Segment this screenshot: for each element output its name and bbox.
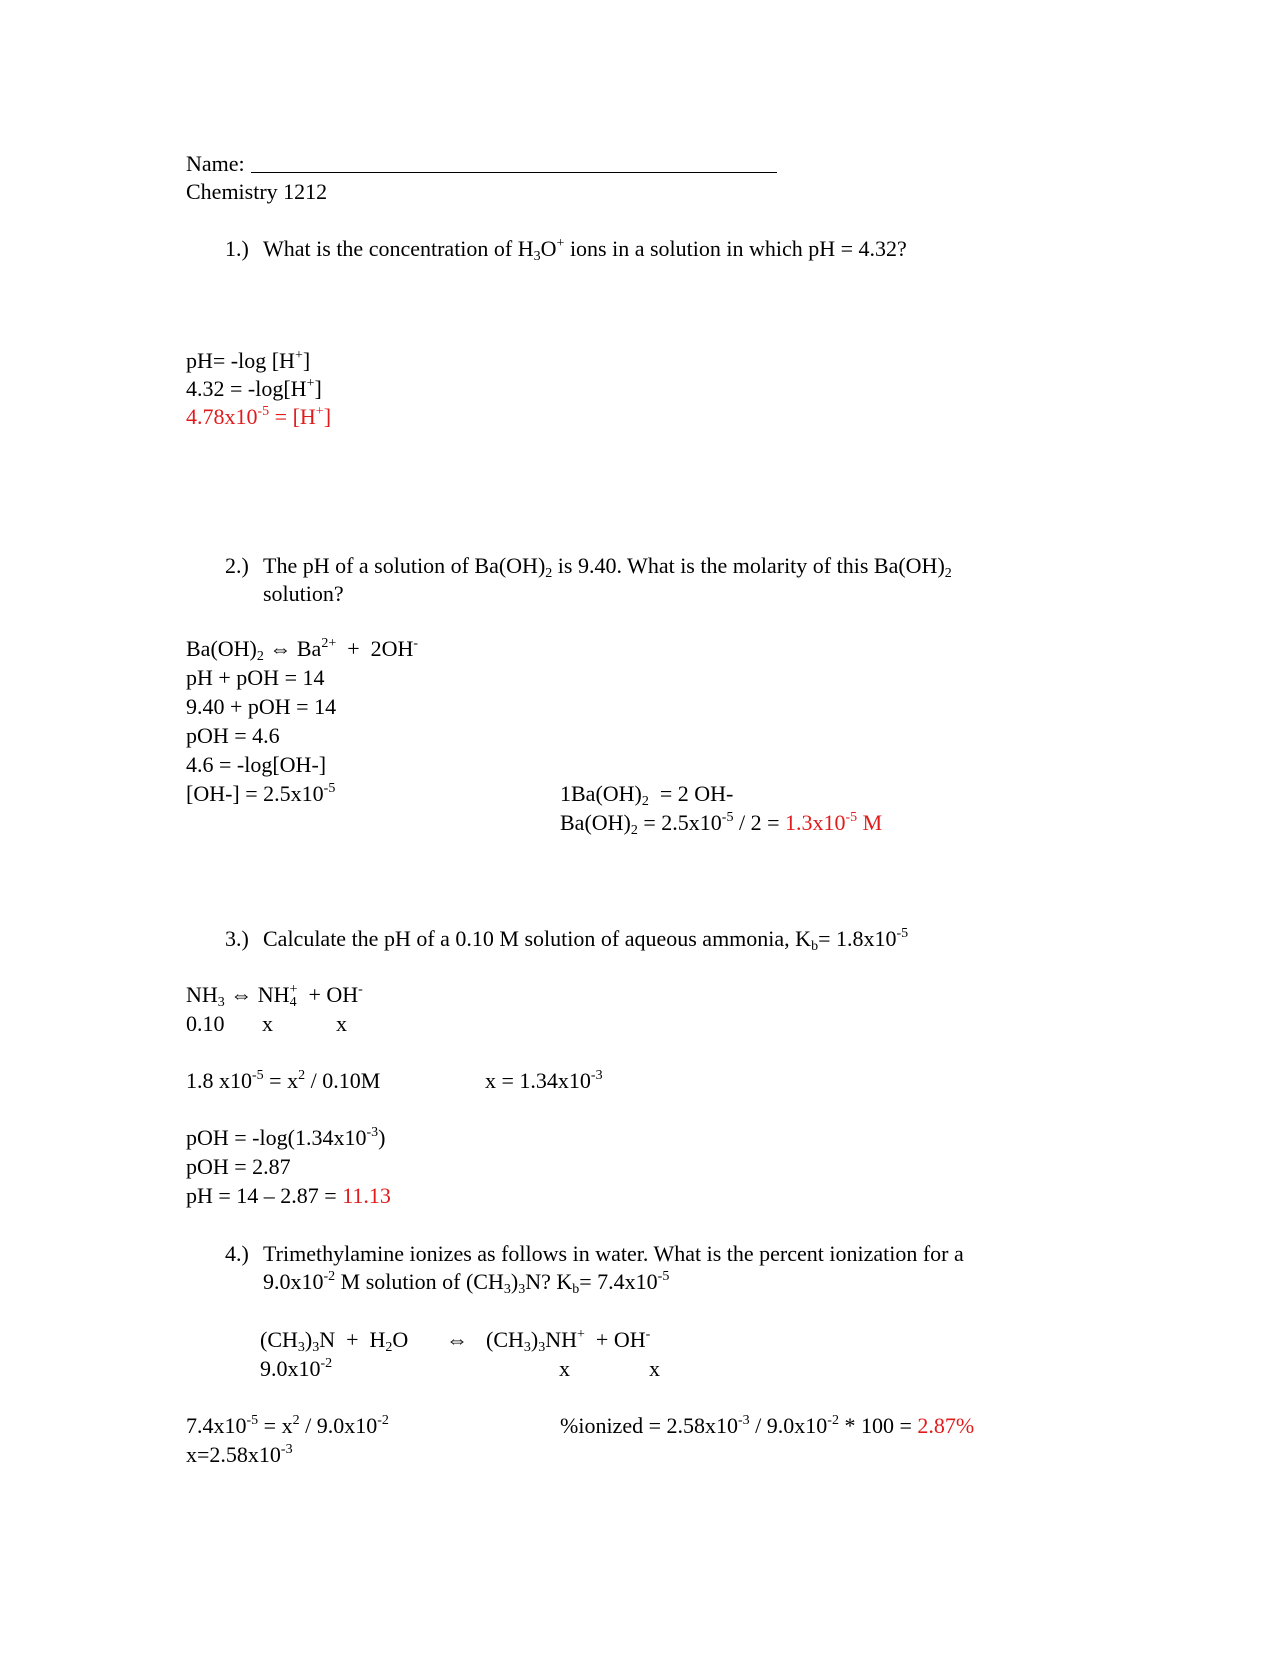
- q3-x-value: $x = 1.34x10^{-3}$: [485, 1068, 603, 1093]
- q4-equilibrium-arrow: ⇔: [446, 1327, 468, 1352]
- q3-x-1: x: [262, 1011, 273, 1036]
- q2-work-line-5: 4.6 = -log[OH-]: [186, 752, 327, 777]
- q2-answer-line: $Ba(OH)_2 = 2.5x10^{-5} / 2 = 1.3x10^{-5}$ M: [560, 810, 883, 838]
- q1-work-line-2: 4.32 = -log[H+]: [186, 376, 322, 401]
- q2-number: 2.): [225, 553, 249, 578]
- q4-initial-conc: $9.0x10^{-2}$: [260, 1356, 333, 1381]
- q1-question: What is the concentration of $H_3O^+$ ions in a solution in which pH = 4.32?: [263, 236, 907, 264]
- name-line: [186, 150, 777, 178]
- q4-x-2: x: [649, 1356, 660, 1381]
- q3-work-line-5: pOH = 2.87: [186, 1154, 291, 1179]
- q1-number: 1.): [225, 236, 249, 261]
- q2-work-line-2: pH + pOH = 14: [186, 665, 325, 690]
- q4-x-value: $x=2.58x10^{-3}$: [186, 1442, 293, 1467]
- q2-question-line-2: solution?: [263, 581, 344, 606]
- q3-x-2: x: [336, 1011, 347, 1036]
- q3-question: Calculate the pH of a 0.10 M solution of aqueous ammonia, $K_b= 1.8x10^{-5}$: [263, 926, 909, 954]
- course-title: Chemistry 1212: [186, 179, 328, 204]
- q4-x-1: x: [559, 1356, 570, 1381]
- q2-question-line-1: The pH of a solution of $Ba(OH)_2$ is 9.40. What is the molarity of this $Ba(OH)_2$: [263, 553, 952, 581]
- q2-work-line-4: pOH = 4.6: [186, 723, 280, 748]
- q4-equation-right: $(CH_3)_3NH^+ + OH^-$: [486, 1327, 651, 1355]
- name-label: Name:: [186, 151, 245, 176]
- q3-answer-line: pH = 14 – 2.87 = 11.13: [186, 1183, 391, 1208]
- q2-answer: $1.3x10^{-5}$ M: [785, 810, 883, 835]
- q3-ka-expression: 1.8 $x10^{-5} = x^2 / 0.10M$: [186, 1068, 381, 1093]
- q4-number: 4.): [225, 1241, 249, 1266]
- q1-answer: $4.78x10^{-5} = [H^+]$: [186, 404, 332, 429]
- q2-work-line-3: 9.40 + pOH = 14: [186, 694, 337, 719]
- q4-question-line-1: Trimethylamine ionizes as follows in water. What is the percent ionization for a: [263, 1241, 964, 1266]
- q3-number: 3.): [225, 926, 249, 951]
- q4-question-line-2: $9.0x10^{-2}$ M solution of $(CH_3)_3N$? $K_b= 7.4x10^{-5}$: [263, 1269, 670, 1297]
- q3-work-line-4: pOH = $-\log(1.34x10^{-3})$: [186, 1125, 386, 1150]
- q4-equation-left: $(CH_3)_3N + H_2O$: [260, 1327, 409, 1355]
- q2-equation: $Ba(OH)_2$ ⇔ $Ba^{2+} + 2OH^-$: [186, 636, 419, 664]
- q1-work-line-1: pH= -log [H+]: [186, 348, 311, 373]
- q3-initial-conc: 0.10: [186, 1011, 225, 1036]
- name-blank: [251, 152, 777, 173]
- q4-percent-line: %ionized = $2.58x10^{-3} / 9.0x10^{-2} * 100 = 2.87\%$: [560, 1413, 975, 1438]
- q3-answer: 11.13: [342, 1183, 391, 1208]
- q2-work-right-1: $1Ba(OH)_2 = 2$ OH-: [560, 781, 734, 809]
- q4-ka-expression: $7.4x10^{-5} = x^2 / 9.0x10^{-2}$: [186, 1413, 389, 1438]
- q4-answer: 2.87%: [917, 1413, 975, 1438]
- q3-equation: $NH_3$ ⇔ $NH_4^+ + OH^-$: [186, 982, 363, 1010]
- q2-work-line-6: $[OH-] = 2.5x10^{-5}$: [186, 781, 336, 806]
